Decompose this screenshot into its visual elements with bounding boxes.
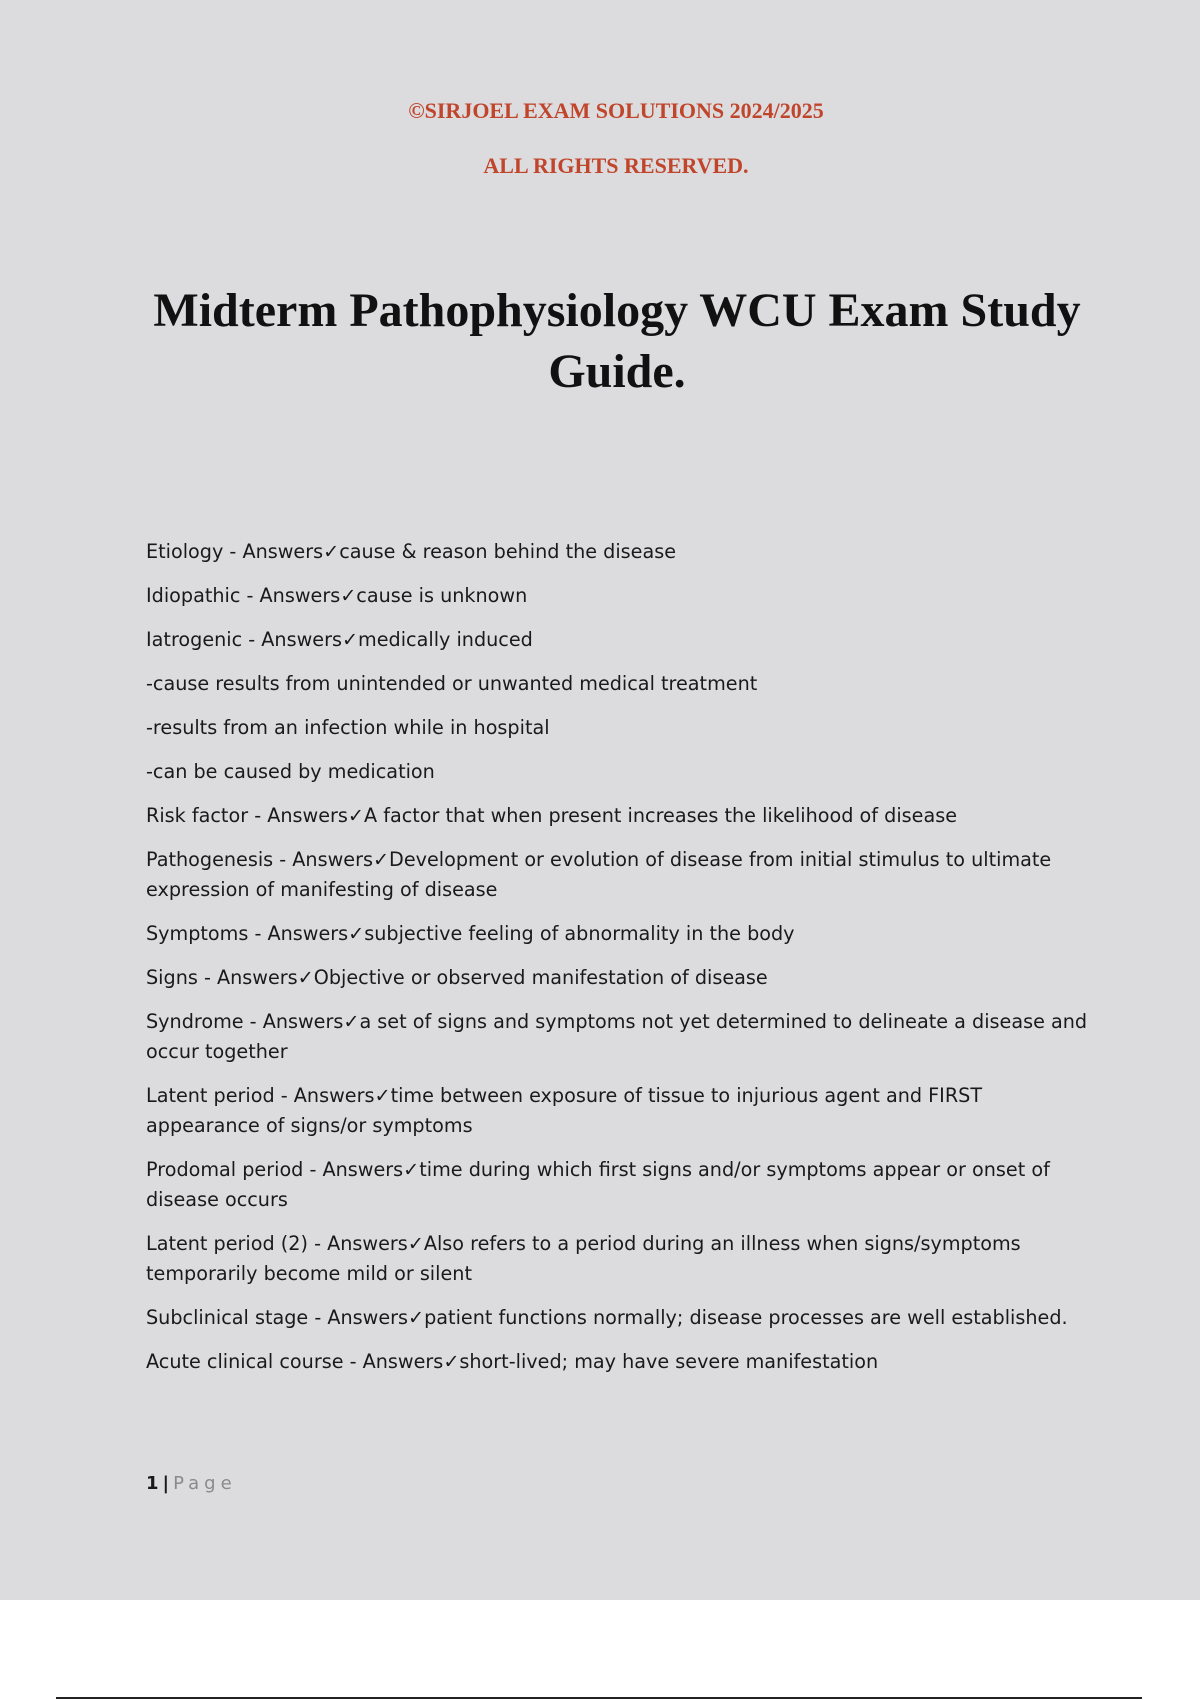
list-item <box>146 713 1096 743</box>
check-icon: ✓ <box>374 1084 391 1107</box>
answers-marker: - Answers <box>307 1232 408 1255</box>
check-icon: ✓ <box>341 628 359 651</box>
list-item <box>146 1007 1096 1067</box>
entry-term: Iatrogenic <box>146 628 243 651</box>
check-icon: ✓ <box>347 804 364 827</box>
entry-answer: medically induced <box>358 628 533 651</box>
answers-marker: - Answers <box>223 540 324 563</box>
rights-reserved-notice: ALL RIGHTS RESERVED. <box>483 153 749 178</box>
page-title: Midterm Pathophysiology WCU Exam Study Guide. <box>153 284 1081 398</box>
list-item <box>146 1081 1096 1141</box>
entry-term: Signs <box>146 966 198 989</box>
next-page-divider <box>56 1697 1142 1699</box>
check-icon: ✓ <box>340 584 357 607</box>
list-item <box>146 1229 1096 1289</box>
entry-term: Pathogenesis <box>146 848 274 871</box>
list-item <box>146 757 1096 787</box>
answers-marker: - Answers <box>197 966 298 989</box>
answers-marker: - Answers <box>248 804 348 827</box>
answers-marker: - Answers <box>303 1158 404 1181</box>
answers-marker: - Answers <box>274 1084 375 1107</box>
entry-term: Latent period <box>146 1084 275 1107</box>
list-item <box>146 1303 1096 1333</box>
list-item <box>146 919 1096 949</box>
check-icon: ✓ <box>372 848 390 871</box>
list-item <box>146 625 1096 655</box>
entry-term: Syndrome <box>146 1010 244 1033</box>
entry-answer: patient functions normally; disease processes are well established. <box>424 1306 1068 1329</box>
entry-answer: cause is unknown <box>356 584 528 607</box>
study-guide-entries <box>146 537 1096 1377</box>
check-icon: ✓ <box>408 1306 425 1329</box>
copyright-notice: ©SIRJOEL EXAM SOLUTIONS 2024/2025 <box>408 98 824 123</box>
entry-term: Prodomal period <box>146 1158 304 1181</box>
entry-term: Acute clinical course <box>146 1350 344 1373</box>
entry-note: -cause results from unintended or unwanted medical treatment <box>146 672 758 695</box>
entry-term: Symptoms <box>146 922 249 945</box>
entry-answer: Development or evolution of disease from initial stimulus to ultimate expression of manifesting of disease <box>146 848 1052 901</box>
entry-answer: A factor that when present increases the likelihood of disease <box>363 804 958 827</box>
check-icon: ✓ <box>348 922 365 945</box>
entry-term: Subclinical stage <box>146 1306 309 1329</box>
list-item <box>146 669 1096 699</box>
entry-term: Idiopathic <box>146 584 241 607</box>
answers-marker: - Answers <box>308 1306 409 1329</box>
answers-marker: - Answers <box>273 848 373 871</box>
page-separator: | <box>162 1473 170 1494</box>
check-icon: ✓ <box>297 966 314 989</box>
page-number: 1 <box>146 1473 159 1494</box>
page-footer <box>146 1473 237 1494</box>
entry-answer: a set of signs and symptoms not yet determined to delineate a disease and occur together <box>146 1010 1088 1063</box>
list-item <box>146 581 1096 611</box>
check-icon: ✓ <box>403 1158 420 1181</box>
entry-answer: Also refers to a period during an illness when signs/symptoms temporarily become mild or silent <box>146 1232 1021 1285</box>
answers-marker: - Answers <box>343 1350 444 1373</box>
entry-answer: short-lived; may have severe manifestation <box>459 1350 879 1373</box>
check-icon: ✓ <box>343 1010 360 1033</box>
page-label: Page <box>173 1473 237 1494</box>
entry-answer: time during which first signs and/or symptoms appear or onset of disease occurs <box>146 1158 1050 1211</box>
answers-marker: - Answers <box>248 922 349 945</box>
check-icon: ✓ <box>407 1232 424 1255</box>
check-icon: ✓ <box>443 1350 460 1373</box>
entry-answer: subjective feeling of abnormality in the body <box>364 922 795 945</box>
entry-answer: cause & reason behind the disease <box>339 540 677 563</box>
answers-marker: - Answers <box>242 628 342 651</box>
list-item <box>146 1155 1096 1215</box>
entry-term: Etiology <box>146 540 224 563</box>
list-item <box>146 1347 1096 1377</box>
entry-term: Latent period (2) <box>146 1232 308 1255</box>
answers-marker: - Answers <box>240 584 341 607</box>
list-item <box>146 845 1096 905</box>
list-item <box>146 537 1096 567</box>
entry-note: -results from an infection while in hospital <box>146 716 550 739</box>
list-item <box>146 963 1096 993</box>
list-item <box>146 801 1096 831</box>
entry-answer: Objective or observed manifestation of disease <box>313 966 768 989</box>
entry-answer: time between exposure of tissue to injurious agent and FIRST appearance of signs/or symptoms <box>146 1084 983 1137</box>
answers-marker: - Answers <box>243 1010 344 1033</box>
entry-term: Risk factor <box>146 804 249 827</box>
entry-note: -can be caused by medication <box>146 760 435 783</box>
check-icon: ✓ <box>323 540 340 563</box>
